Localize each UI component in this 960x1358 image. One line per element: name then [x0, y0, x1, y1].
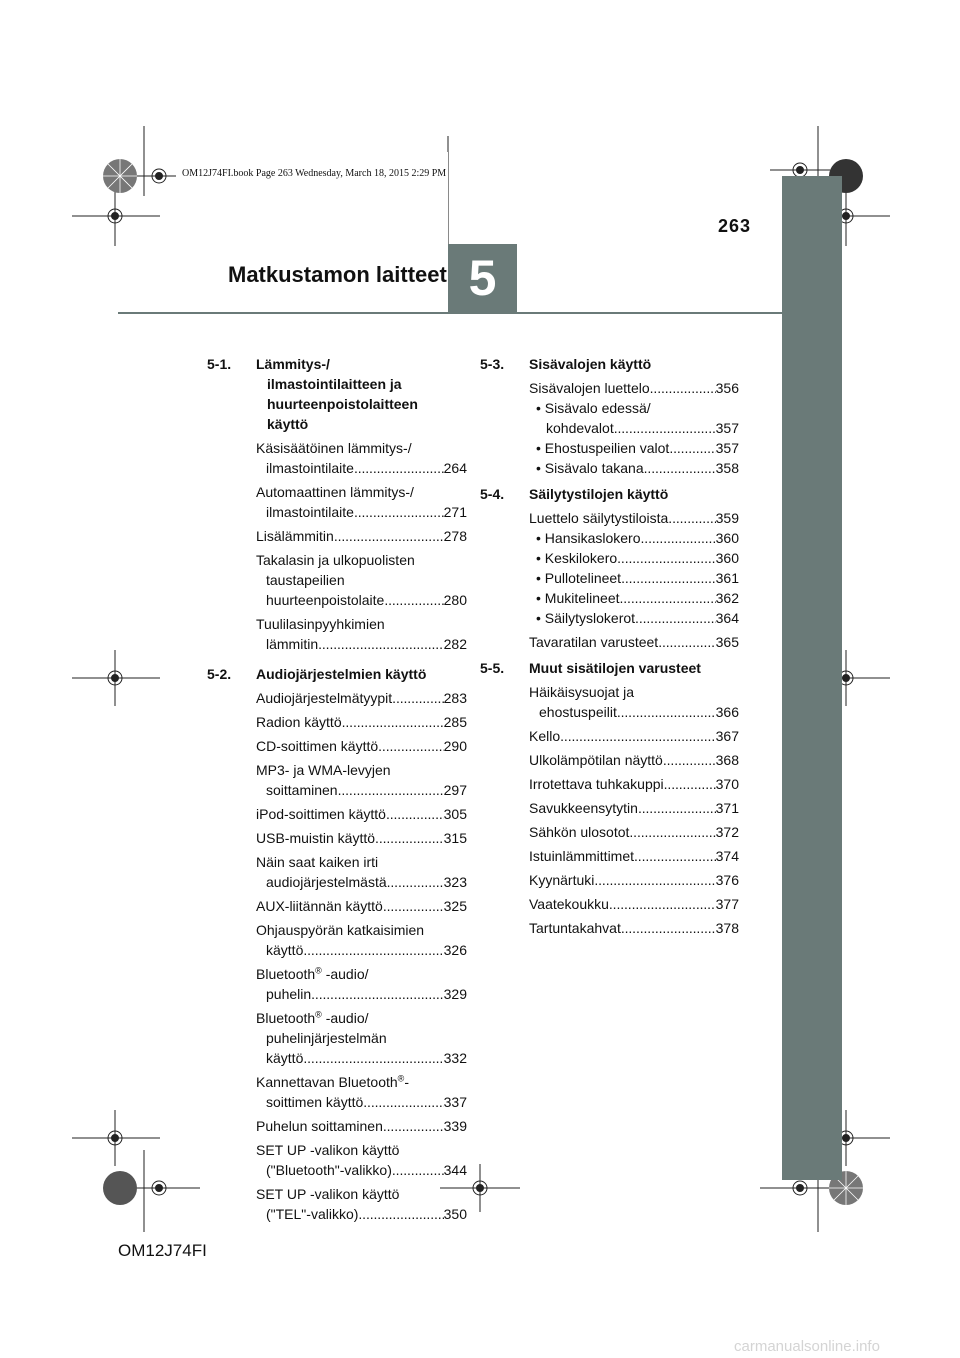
section-number: 5-4.: [480, 486, 505, 502]
toc-subentry[interactable]: • Ehostuspeilien valot . . . 357: [480, 438, 739, 458]
toc-entry[interactable]: Lisälämmitin . . . 278: [207, 526, 467, 546]
toc-entry[interactable]: Bluetooth® -audio/ puhelin . . . 329: [207, 964, 467, 1004]
toc-entry[interactable]: Luettelo säilytystiloista . . . 359: [480, 508, 739, 528]
toc-entry[interactable]: Tuulilasinpyyhkimien lämmitin . . . 282: [207, 614, 467, 654]
toc-entry[interactable]: AUX-liitännän käyttö . . . 325: [207, 896, 467, 916]
section-title: Säilytystilojen käyttö: [529, 486, 669, 502]
toc-subentry[interactable]: • Keskilokero . . . 360: [480, 548, 739, 568]
toc-subentry[interactable]: • Sisävalo edessä/ kohdevalot . . . 357: [480, 398, 739, 438]
section-title: Muut sisätilojen varusteet: [529, 660, 701, 676]
print-stamp: OM12J74FI.book Page 263 Wednesday, March 18, 2015 2:29 PM: [182, 168, 447, 179]
chapter-sidebar-tab: [782, 176, 842, 1180]
section-title: Audiojärjestelmien käyttö: [256, 666, 427, 682]
toc-entry[interactable]: Puhelun soittaminen . . . 339: [207, 1116, 467, 1136]
toc-entry[interactable]: Bluetooth® -audio/ puhelinjärjestelmän käyttö . . . 332: [207, 1008, 467, 1068]
toc-entry[interactable]: CD-soittimen käyttö . . . 290: [207, 736, 467, 756]
toc-entry[interactable]: Radion käyttö . . . 285: [207, 712, 467, 732]
toc-column-left: [207, 354, 467, 1224]
toc-entry[interactable]: Ohjauspyörän katkaisimien käyttö . . . 326: [207, 920, 467, 960]
toc-subentry[interactable]: • Pullotelineet . . . 361: [480, 568, 739, 588]
toc-subentry[interactable]: • Sisävalo takana . . . 358: [480, 458, 739, 478]
section-number: 5-1.: [207, 356, 232, 372]
toc-subentry[interactable]: • Mukitelineet . . . 362: [480, 588, 739, 608]
toc-entry[interactable]: SET UP -valikon käyttö ("Bluetooth"-valikko) . . . 344: [207, 1140, 467, 1180]
section-number: 5-2.: [207, 666, 232, 682]
section-number: 5-3.: [480, 356, 505, 372]
toc-entry[interactable]: Savukkeensytytin . . . 371: [480, 798, 739, 818]
toc-entry[interactable]: Sisävalojen luettelo . . . 356: [480, 378, 739, 398]
toc-entry[interactable]: Takalasin ja ulkopuolisten taustapeilien huurteenpoistolaite . . . 280: [207, 550, 467, 610]
toc-section-5-3: [480, 354, 739, 374]
toc-section-5-2: [207, 664, 467, 684]
header-divider: [448, 152, 449, 244]
toc-entry[interactable]: USB-muistin käyttö . . . 315: [207, 828, 467, 848]
toc-subentry[interactable]: • Hansikaslokero . . . 360: [480, 528, 739, 548]
toc-entry[interactable]: Näin saat kaiken irti audiojärjestelmästä . . . 323: [207, 852, 467, 892]
toc-entry[interactable]: Kyynärtuki . . . 376: [480, 870, 739, 890]
toc-entry[interactable]: Käsisäätöinen lämmitys-/ ilmastointilaite . . . 264: [207, 438, 467, 478]
watermark: carmanualsonline.info: [734, 1338, 880, 1355]
toc-column-right: [480, 354, 739, 938]
toc-entry[interactable]: Kannettavan Bluetooth®- soittimen käyttö . . . 337: [207, 1072, 467, 1112]
manual-code: OM12J74FI: [118, 1241, 207, 1260]
section-number: 5-5.: [480, 660, 505, 676]
section-title: Lämmitys-/ ilmastointilaitteen ja huurteenpoistolaitteen käyttö: [256, 356, 418, 432]
toc-entry[interactable]: Häikäisysuojat ja ehostuspeilit . . . 366: [480, 682, 739, 722]
toc-entry[interactable]: MP3- ja WMA-levyjen soittaminen . . . 297: [207, 760, 467, 800]
toc-entry[interactable]: Tartuntakahvat . . . 378: [480, 918, 739, 938]
toc-entry[interactable]: Audiojärjestelmätyypit . . . 283: [207, 688, 467, 708]
toc-section-5-1: [207, 354, 467, 434]
toc-section-5-5: [480, 658, 739, 678]
toc-entry[interactable]: Vaatekoukku . . . 377: [480, 894, 739, 914]
toc-entry[interactable]: Kello . . . 367: [480, 726, 739, 746]
toc-entry[interactable]: Tavaratilan varusteet . . . 365: [480, 632, 739, 652]
toc-entry[interactable]: SET UP -valikon käyttö ("TEL"-valikko) . . . 350: [207, 1184, 467, 1224]
header-rule: [118, 312, 782, 314]
toc-entry[interactable]: Automaattinen lämmitys-/ ilmastointilaite . . . 271: [207, 482, 467, 522]
section-title: Sisävalojen käyttö: [529, 356, 652, 372]
toc-entry[interactable]: Istuinlämmittimet . . . 374: [480, 846, 739, 866]
toc-section-5-4: [480, 484, 739, 504]
toc-entry[interactable]: Ulkolämpötilan näyttö . . . 368: [480, 750, 739, 770]
page-number: 263: [718, 216, 752, 236]
chapter-title: Matkustamon laitteet: [228, 262, 447, 287]
toc-entry[interactable]: iPod-soittimen käyttö . . . 305: [207, 804, 467, 824]
chapter-number: 5: [448, 244, 517, 313]
toc-entry[interactable]: Sähkön ulosotot . . . 372: [480, 822, 739, 842]
toc-entry[interactable]: Irrotettava tuhkakuppi . . . 370: [480, 774, 739, 794]
toc-subentry[interactable]: • Säilytyslokerot . . . 364: [480, 608, 739, 628]
